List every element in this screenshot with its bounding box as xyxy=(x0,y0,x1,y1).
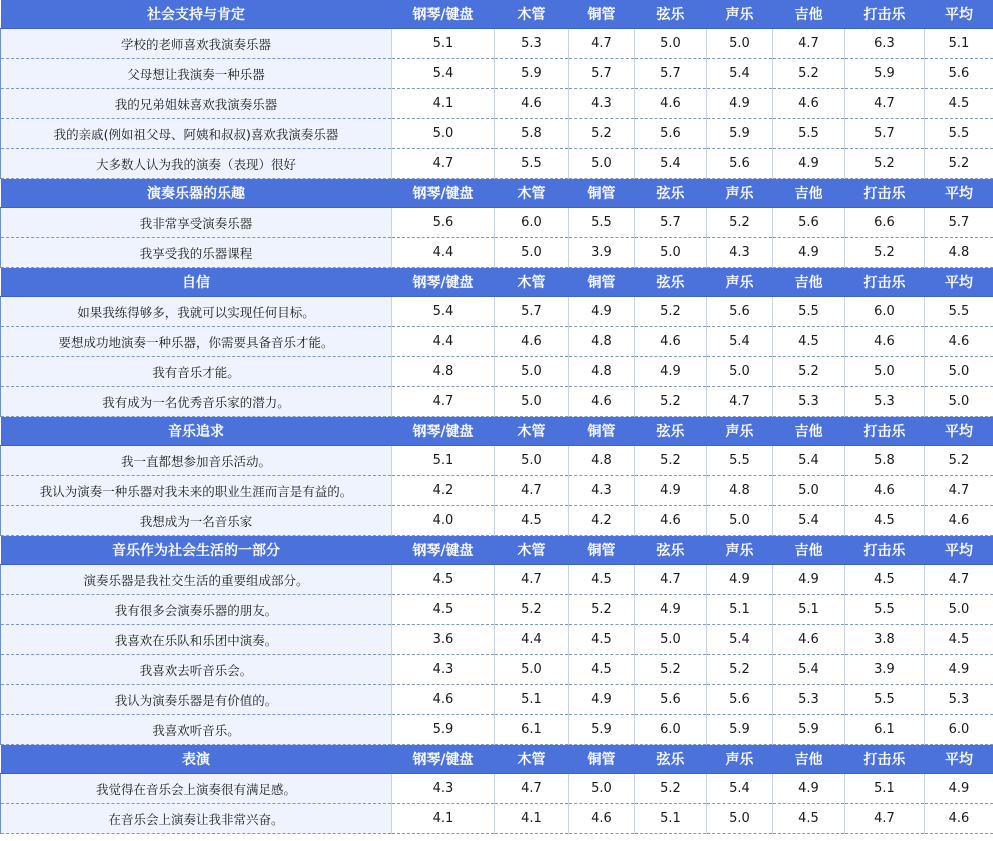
section-title: 自信 xyxy=(1,268,392,297)
score-cell: 5.3 xyxy=(495,29,569,59)
score-cell: 6.1 xyxy=(845,715,925,745)
score-cell: 5.2 xyxy=(773,357,845,387)
score-cell: 5.7 xyxy=(635,208,707,238)
score-cell: 5.9 xyxy=(707,715,773,745)
score-cell: 5.7 xyxy=(925,208,993,238)
score-cell: 4.9 xyxy=(707,565,773,595)
column-header: 弦乐 xyxy=(635,268,707,297)
score-cell: 4.6 xyxy=(392,685,495,715)
column-header: 钢琴/键盘 xyxy=(392,179,495,208)
score-cell: 5.0 xyxy=(635,625,707,655)
score-cell: 5.0 xyxy=(707,29,773,59)
score-cell: 4.8 xyxy=(925,238,993,268)
score-cell: 3.8 xyxy=(845,625,925,655)
score-cell: 5.6 xyxy=(773,208,845,238)
score-cell: 5.2 xyxy=(925,446,993,476)
score-cell: 5.1 xyxy=(392,29,495,59)
column-header: 弦乐 xyxy=(635,745,707,774)
score-cell: 5.0 xyxy=(707,357,773,387)
column-header: 铜管 xyxy=(569,417,635,446)
column-header: 平均 xyxy=(925,0,993,29)
score-cell: 4.9 xyxy=(569,297,635,327)
score-cell: 5.0 xyxy=(925,595,993,625)
column-header: 声乐 xyxy=(707,179,773,208)
score-cell: 4.5 xyxy=(773,804,845,834)
score-cell: 4.7 xyxy=(707,387,773,417)
score-cell: 4.4 xyxy=(392,327,495,357)
score-cell: 5.7 xyxy=(569,59,635,89)
score-cell: 5.0 xyxy=(569,149,635,179)
score-cell: 5.0 xyxy=(495,655,569,685)
column-header: 钢琴/键盘 xyxy=(392,745,495,774)
row-label: 我有很多会演奏乐器的朋友。 xyxy=(1,595,392,625)
score-cell: 4.7 xyxy=(635,565,707,595)
score-cell: 5.2 xyxy=(569,119,635,149)
score-cell: 5.5 xyxy=(925,297,993,327)
score-cell: 4.3 xyxy=(392,655,495,685)
score-cell: 4.6 xyxy=(635,89,707,119)
row-label: 我想成为一名音乐家 xyxy=(1,506,392,536)
row-label: 如果我练得够多，我就可以实现任何目标。 xyxy=(1,297,392,327)
score-cell: 5.4 xyxy=(392,59,495,89)
column-header: 钢琴/键盘 xyxy=(392,268,495,297)
score-cell: 5.7 xyxy=(495,297,569,327)
score-cell: 5.5 xyxy=(925,119,993,149)
score-cell: 5.3 xyxy=(773,685,845,715)
score-cell: 5.2 xyxy=(635,297,707,327)
score-cell: 5.4 xyxy=(635,149,707,179)
score-cell: 4.2 xyxy=(569,506,635,536)
score-cell: 5.2 xyxy=(925,149,993,179)
table-row xyxy=(1,387,993,417)
column-header: 打击乐 xyxy=(845,268,925,297)
score-cell: 5.4 xyxy=(392,297,495,327)
score-cell: 5.0 xyxy=(925,387,993,417)
row-label: 在音乐会上演奏让我非常兴奋。 xyxy=(1,804,392,834)
score-cell: 5.2 xyxy=(845,238,925,268)
row-label: 学校的老师喜欢我演奏乐器 xyxy=(1,29,392,59)
row-label: 要想成功地演奏一种乐器，你需要具备音乐才能。 xyxy=(1,327,392,357)
score-cell: 5.9 xyxy=(495,59,569,89)
score-cell: 6.6 xyxy=(845,208,925,238)
score-cell: 4.9 xyxy=(569,685,635,715)
column-header: 吉他 xyxy=(773,745,845,774)
score-cell: 5.1 xyxy=(635,804,707,834)
column-header: 铜管 xyxy=(569,268,635,297)
score-cell: 4.6 xyxy=(773,89,845,119)
score-cell: 4.8 xyxy=(569,446,635,476)
score-cell: 5.4 xyxy=(707,327,773,357)
score-cell: 4.5 xyxy=(392,565,495,595)
score-cell: 4.9 xyxy=(707,89,773,119)
section-header-row xyxy=(1,417,993,446)
score-cell: 5.1 xyxy=(925,29,993,59)
table-row xyxy=(1,625,993,655)
score-cell: 4.7 xyxy=(773,29,845,59)
score-cell: 6.0 xyxy=(845,297,925,327)
score-cell: 5.7 xyxy=(635,59,707,89)
score-cell: 6.0 xyxy=(495,208,569,238)
score-cell: 4.6 xyxy=(925,506,993,536)
score-cell: 5.2 xyxy=(707,655,773,685)
score-cell: 4.6 xyxy=(635,327,707,357)
score-cell: 4.7 xyxy=(925,565,993,595)
score-cell: 4.7 xyxy=(569,29,635,59)
row-label: 我喜欢在乐队和乐团中演奏。 xyxy=(1,625,392,655)
score-cell: 4.3 xyxy=(392,774,495,804)
score-cell: 4.1 xyxy=(392,89,495,119)
column-header: 打击乐 xyxy=(845,417,925,446)
score-cell: 5.0 xyxy=(392,119,495,149)
table-row xyxy=(1,774,993,804)
section-title: 音乐作为社会生活的一部分 xyxy=(1,536,392,565)
table-row xyxy=(1,506,993,536)
score-cell: 5.0 xyxy=(707,506,773,536)
table-row xyxy=(1,804,993,834)
column-header: 打击乐 xyxy=(845,536,925,565)
score-cell: 5.6 xyxy=(707,149,773,179)
score-cell: 4.7 xyxy=(925,476,993,506)
score-cell: 4.0 xyxy=(392,506,495,536)
row-label: 我的亲戚(例如祖父母、阿姨和叔叔)喜欢我演奏乐器 xyxy=(1,119,392,149)
score-cell: 5.3 xyxy=(773,387,845,417)
score-cell: 5.2 xyxy=(635,774,707,804)
score-cell: 5.6 xyxy=(392,208,495,238)
table-row xyxy=(1,238,993,268)
column-header: 铜管 xyxy=(569,745,635,774)
column-header: 弦乐 xyxy=(635,0,707,29)
score-cell: 5.6 xyxy=(707,297,773,327)
score-cell: 5.2 xyxy=(635,655,707,685)
column-header: 木管 xyxy=(495,0,569,29)
score-cell: 5.6 xyxy=(707,685,773,715)
row-label: 我喜欢听音乐。 xyxy=(1,715,392,745)
score-cell: 5.2 xyxy=(845,149,925,179)
column-header: 吉他 xyxy=(773,0,845,29)
score-cell: 5.5 xyxy=(845,685,925,715)
score-cell: 5.6 xyxy=(635,685,707,715)
column-header: 吉他 xyxy=(773,536,845,565)
score-cell: 4.6 xyxy=(925,804,993,834)
score-cell: 4.6 xyxy=(845,327,925,357)
row-label: 我喜欢去听音乐会。 xyxy=(1,655,392,685)
column-header: 声乐 xyxy=(707,536,773,565)
score-cell: 4.9 xyxy=(635,595,707,625)
score-cell: 4.5 xyxy=(925,625,993,655)
score-cell: 4.8 xyxy=(569,327,635,357)
table-row xyxy=(1,655,993,685)
score-cell: 5.0 xyxy=(495,357,569,387)
score-cell: 4.5 xyxy=(845,565,925,595)
column-header: 平均 xyxy=(925,179,993,208)
score-cell: 5.0 xyxy=(495,387,569,417)
score-cell: 4.7 xyxy=(845,89,925,119)
score-cell: 4.7 xyxy=(495,774,569,804)
score-cell: 5.4 xyxy=(707,625,773,655)
column-header: 打击乐 xyxy=(845,745,925,774)
score-cell: 5.1 xyxy=(773,595,845,625)
score-cell: 4.4 xyxy=(495,625,569,655)
column-header: 平均 xyxy=(925,268,993,297)
column-header: 钢琴/键盘 xyxy=(392,417,495,446)
column-header: 铜管 xyxy=(569,0,635,29)
score-cell: 6.1 xyxy=(495,715,569,745)
table-row xyxy=(1,119,993,149)
score-cell: 4.6 xyxy=(773,625,845,655)
score-cell: 5.0 xyxy=(773,476,845,506)
score-cell: 4.9 xyxy=(773,149,845,179)
score-cell: 5.5 xyxy=(773,297,845,327)
score-cell: 5.2 xyxy=(635,446,707,476)
score-cell: 5.0 xyxy=(495,446,569,476)
score-cell: 4.6 xyxy=(495,327,569,357)
column-header: 打击乐 xyxy=(845,179,925,208)
column-header: 平均 xyxy=(925,536,993,565)
section-title: 演奏乐器的乐趣 xyxy=(1,179,392,208)
row-label: 我觉得在音乐会上演奏很有满足感。 xyxy=(1,774,392,804)
column-header: 声乐 xyxy=(707,417,773,446)
table-row xyxy=(1,59,993,89)
column-header: 吉他 xyxy=(773,268,845,297)
score-cell: 4.7 xyxy=(392,149,495,179)
score-cell: 4.9 xyxy=(773,565,845,595)
score-cell: 5.1 xyxy=(392,446,495,476)
score-cell: 5.5 xyxy=(495,149,569,179)
row-label: 我一直都想参加音乐活动。 xyxy=(1,446,392,476)
column-header: 弦乐 xyxy=(635,179,707,208)
score-cell: 4.7 xyxy=(392,387,495,417)
score-cell: 6.0 xyxy=(635,715,707,745)
table-row xyxy=(1,208,993,238)
column-header: 木管 xyxy=(495,745,569,774)
table-row xyxy=(1,715,993,745)
score-cell: 5.5 xyxy=(707,446,773,476)
score-cell: 5.1 xyxy=(845,774,925,804)
row-label: 我的兄弟姐妹喜欢我演奏乐器 xyxy=(1,89,392,119)
score-cell: 4.9 xyxy=(773,238,845,268)
score-cell: 5.4 xyxy=(773,655,845,685)
score-cell: 5.0 xyxy=(845,357,925,387)
score-cell: 4.9 xyxy=(635,357,707,387)
score-cell: 5.0 xyxy=(635,29,707,59)
column-header: 声乐 xyxy=(707,268,773,297)
table-row xyxy=(1,565,993,595)
section-header-row xyxy=(1,0,993,29)
row-label: 演奏乐器是我社交生活的重要组成部分。 xyxy=(1,565,392,595)
score-cell: 4.6 xyxy=(635,506,707,536)
score-cell: 4.8 xyxy=(569,357,635,387)
score-cell: 4.5 xyxy=(773,327,845,357)
column-header: 钢琴/键盘 xyxy=(392,0,495,29)
score-cell: 5.2 xyxy=(707,208,773,238)
score-cell: 4.1 xyxy=(392,804,495,834)
score-cell: 5.2 xyxy=(495,595,569,625)
score-cell: 4.5 xyxy=(569,625,635,655)
table-row xyxy=(1,89,993,119)
score-cell: 4.6 xyxy=(569,387,635,417)
score-cell: 5.8 xyxy=(845,446,925,476)
score-cell: 4.5 xyxy=(495,506,569,536)
score-cell: 5.9 xyxy=(845,59,925,89)
score-cell: 5.2 xyxy=(569,595,635,625)
score-cell: 4.6 xyxy=(845,476,925,506)
score-cell: 5.5 xyxy=(773,119,845,149)
score-cell: 4.5 xyxy=(569,565,635,595)
score-cell: 4.1 xyxy=(495,804,569,834)
column-header: 平均 xyxy=(925,745,993,774)
score-cell: 5.6 xyxy=(925,59,993,89)
score-cell: 4.5 xyxy=(925,89,993,119)
row-label: 我享受我的乐器课程 xyxy=(1,238,392,268)
row-label: 我认为演奏乐器是有价值的。 xyxy=(1,685,392,715)
section-header-row xyxy=(1,268,993,297)
section-header-row xyxy=(1,536,993,565)
score-cell: 5.0 xyxy=(925,357,993,387)
score-cell: 5.9 xyxy=(707,119,773,149)
table-body xyxy=(1,0,993,834)
table-row xyxy=(1,297,993,327)
row-label: 我有成为一名优秀音乐家的潜力。 xyxy=(1,387,392,417)
score-cell: 4.7 xyxy=(495,565,569,595)
score-cell: 5.0 xyxy=(707,804,773,834)
row-label: 父母想让我演奏一种乐器 xyxy=(1,59,392,89)
column-header: 木管 xyxy=(495,417,569,446)
score-cell: 4.9 xyxy=(925,655,993,685)
score-cell: 5.5 xyxy=(845,595,925,625)
score-cell: 5.4 xyxy=(773,446,845,476)
score-cell: 5.9 xyxy=(569,715,635,745)
score-cell: 4.8 xyxy=(392,357,495,387)
column-header: 打击乐 xyxy=(845,0,925,29)
score-cell: 5.2 xyxy=(635,387,707,417)
score-cell: 3.9 xyxy=(845,655,925,685)
score-cell: 5.3 xyxy=(845,387,925,417)
score-cell: 5.0 xyxy=(635,238,707,268)
score-cell: 5.0 xyxy=(495,238,569,268)
section-header-row xyxy=(1,179,993,208)
score-cell: 6.0 xyxy=(925,715,993,745)
column-header: 声乐 xyxy=(707,745,773,774)
score-cell: 4.3 xyxy=(569,89,635,119)
table-row xyxy=(1,327,993,357)
column-header: 木管 xyxy=(495,179,569,208)
section-header-row xyxy=(1,745,993,774)
table-row xyxy=(1,476,993,506)
score-cell: 5.4 xyxy=(773,506,845,536)
row-label: 我非常享受演奏乐器 xyxy=(1,208,392,238)
score-cell: 3.6 xyxy=(392,625,495,655)
row-label: 我认为演奏一种乐器对我未来的职业生涯而言是有益的。 xyxy=(1,476,392,506)
column-header: 平均 xyxy=(925,417,993,446)
score-cell: 4.7 xyxy=(495,476,569,506)
score-cell: 4.3 xyxy=(707,238,773,268)
column-header: 弦乐 xyxy=(635,536,707,565)
score-cell: 5.2 xyxy=(773,59,845,89)
table-row xyxy=(1,595,993,625)
score-cell: 6.3 xyxy=(845,29,925,59)
section-title: 社会支持与肯定 xyxy=(1,0,392,29)
score-cell: 3.9 xyxy=(569,238,635,268)
score-cell: 5.0 xyxy=(569,774,635,804)
score-cell: 5.7 xyxy=(845,119,925,149)
column-header: 吉他 xyxy=(773,179,845,208)
table-row xyxy=(1,357,993,387)
column-header: 木管 xyxy=(495,268,569,297)
score-cell: 4.8 xyxy=(707,476,773,506)
score-cell: 4.9 xyxy=(925,774,993,804)
column-header: 铜管 xyxy=(569,179,635,208)
column-header: 铜管 xyxy=(569,536,635,565)
section-title: 音乐追求 xyxy=(1,417,392,446)
score-cell: 4.5 xyxy=(569,655,635,685)
score-cell: 5.6 xyxy=(635,119,707,149)
score-cell: 4.3 xyxy=(569,476,635,506)
score-cell: 5.8 xyxy=(495,119,569,149)
column-header: 声乐 xyxy=(707,0,773,29)
column-header: 弦乐 xyxy=(635,417,707,446)
score-cell: 5.3 xyxy=(925,685,993,715)
score-cell: 4.9 xyxy=(773,774,845,804)
score-cell: 5.4 xyxy=(707,59,773,89)
section-title: 表演 xyxy=(1,745,392,774)
column-header: 木管 xyxy=(495,536,569,565)
score-cell: 4.5 xyxy=(845,506,925,536)
score-cell: 4.7 xyxy=(845,804,925,834)
score-cell: 5.1 xyxy=(707,595,773,625)
score-cell: 5.9 xyxy=(773,715,845,745)
score-cell: 5.5 xyxy=(569,208,635,238)
table-row xyxy=(1,149,993,179)
table-row xyxy=(1,29,993,59)
row-label: 大多数人认为我的演奏（表现）很好 xyxy=(1,149,392,179)
score-cell: 4.4 xyxy=(392,238,495,268)
score-cell: 5.4 xyxy=(707,774,773,804)
table-row xyxy=(1,446,993,476)
row-label: 我有音乐才能。 xyxy=(1,357,392,387)
score-cell: 4.9 xyxy=(635,476,707,506)
score-cell: 4.6 xyxy=(569,804,635,834)
score-cell: 5.1 xyxy=(495,685,569,715)
table-row xyxy=(1,685,993,715)
score-cell: 5.9 xyxy=(392,715,495,745)
score-cell: 4.6 xyxy=(925,327,993,357)
score-cell: 4.6 xyxy=(495,89,569,119)
column-header: 吉他 xyxy=(773,417,845,446)
score-cell: 4.2 xyxy=(392,476,495,506)
score-cell: 4.5 xyxy=(392,595,495,625)
column-header: 钢琴/键盘 xyxy=(392,536,495,565)
